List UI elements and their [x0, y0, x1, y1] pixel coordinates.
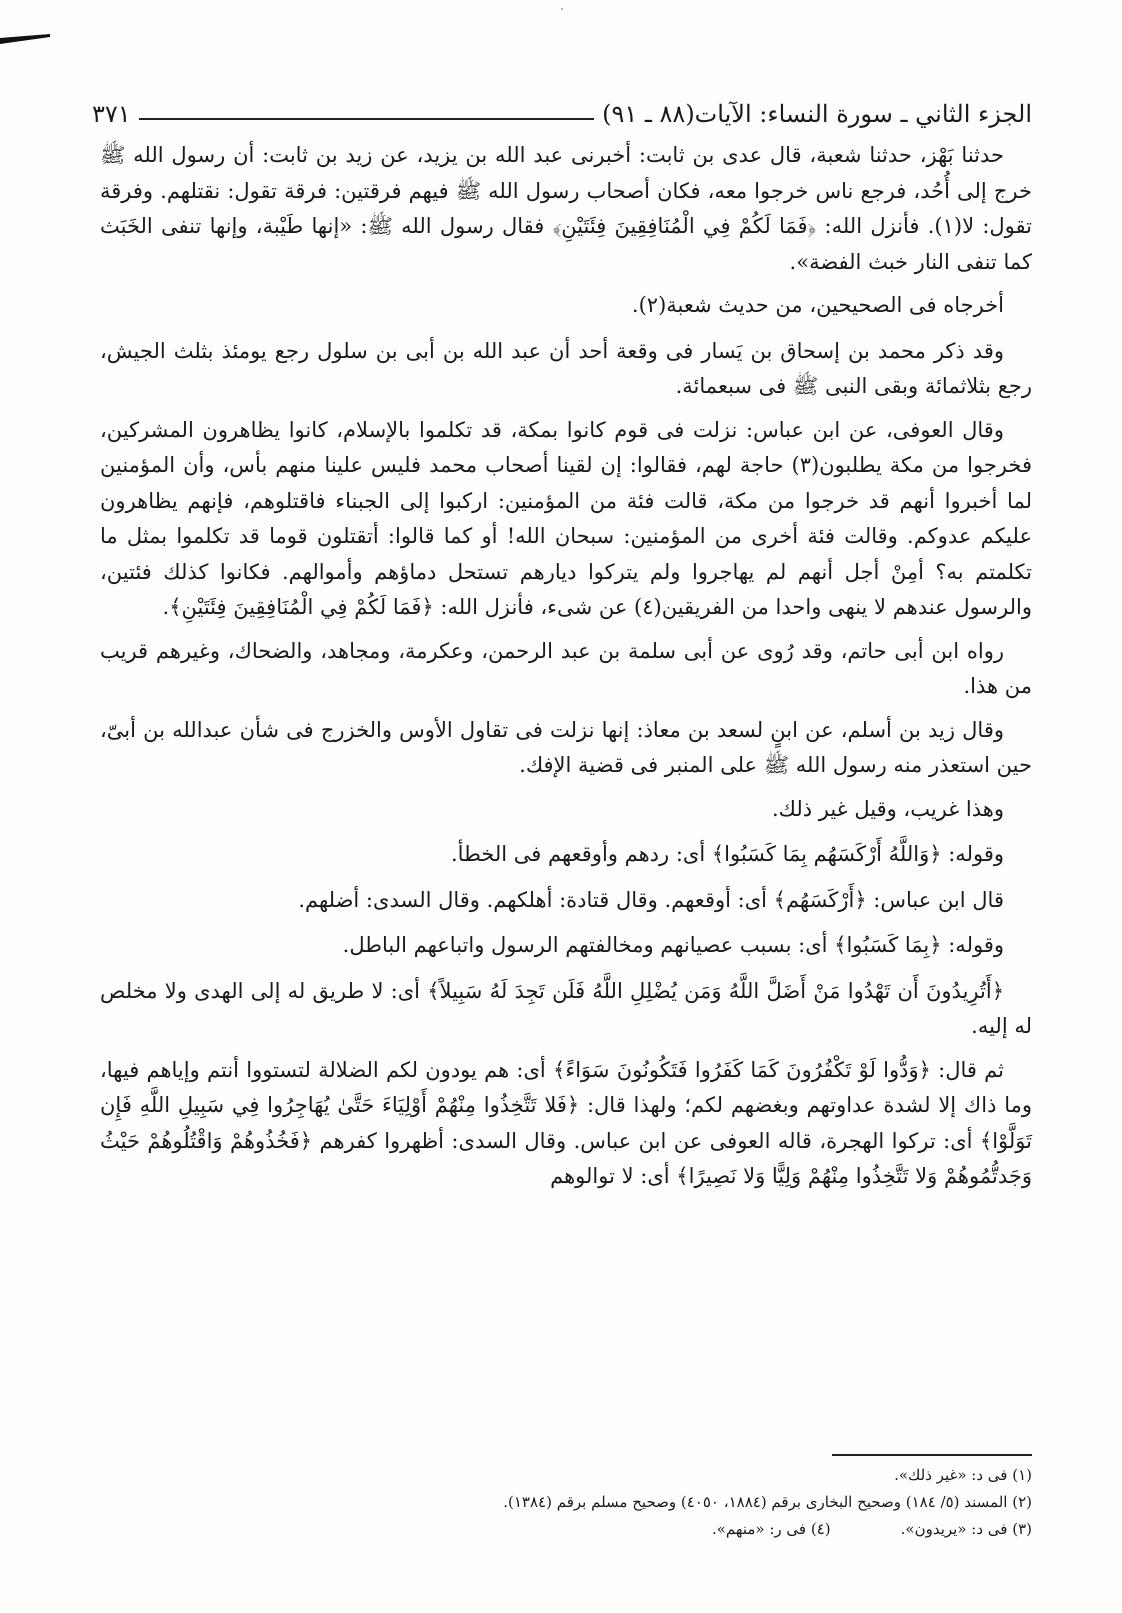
footnote-1: (١) فى د: «غير ذلك».: [894, 1466, 1032, 1484]
footnotes: [100, 1462, 1032, 1543]
running-title: الجزء الثاني ـ سورة النساء: الآيات(٨٨ ـ ٩١): [602, 100, 1032, 128]
footnote-3: (٣) فى د: «يريدون».: [900, 1520, 1032, 1538]
paragraph: وقوله: ﴿بِمَا كَسَبُوا﴾ أى: بسبب عصيانهم ومخالفتهم الرسول واتباعهم الباطل.: [342, 933, 1004, 957]
footnote-row: [100, 1516, 1032, 1543]
footnote-2: (٢) المسند (٥/ ١٨٤) وصحيح البخارى برقم (١٨٨٤، ٤٠٥٠) وصحيح مسلم برقم (١٣٨٤).: [503, 1493, 1032, 1511]
main-text: [100, 138, 1032, 1203]
footnote-4: (٤) فى ر: «منهم».: [711, 1520, 831, 1538]
paragraph: وقال زيد بن أسلم، عن ابنٍ لسعد بن معاذ: إنها نزلت فى تقاول الأوس والخزرج فى شأن عبدالله بن أبىّ، حين استعذر منه رسول الله ﷺ على المنبر فى قضية الإفك.: [100, 717, 1032, 777]
paragraph: وقال العوفى، عن ابن عباس: نزلت فى قوم كانوا بمكة، قد تكلموا بالإسلام، كانوا يظاهرون المشركين، فخرجوا من مكة يطلبون(٣) حاجة لهم، فقالوا: إن لقينا أصحاب محمد فليس علينا منهم بأس، وأن المؤمنين لما أخبروا أنهم قد خرجوا من مكة، قالت فئة من المؤمنين: اركبوا إلى الجبناء فاقتلوهم، فإنهم يظاهرون عليكم عدوكم. وقالت فئة أخرى من المؤمنين: سبحان الله! أو كما قالوا: أتقتلون قوما قد تكلموا بمثل ما تكلمتم به؟ أمِنْ أجل أنهم لم يهاجروا ولم يتركوا ديارهم تستحل دماؤهم وأموالهم. فكانوا كذلك فئتين، والرسول عندهم لا ينهى واحدا من الفريقين(٤) عن شىء، فأنزل الله: ﴿فَمَا لَكُمْ فِي الْمُنَافِقِينَ فِئَتَيْنِ﴾.: [100, 417, 1032, 619]
paragraph: قال ابن عباس: ﴿أَرْكَسَهُم﴾ أى: أوقعهم. وقال قتادة: أهلكهم. وقال السدى: أضلهم.: [298, 887, 1004, 912]
paragraph: حدثنا بَهْز، حدثنا شعبة، قال عدى بن ثابت: أخبرنى عبد الله بن يزيد، عن زيد بن ثابت: أن رسول الله ﷺ خرج إلى أُحُد، فرجع ناس خرجوا معه، فكان أصحاب رسول الله ﷺ فيهم فرقتين: فرقة تقول: نقتلهم. وفرقة تقول: لا(١). فأنزل الله: ﴿فَمَا لَكُمْ فِي الْمُنَافِقِينَ فِئَتَيْنِ﴾ فقال رسول الله ﷺ: «إنها طَيْبة، وإنها تنفى الخَبَث كما تنفى النار خبث الفضة».: [100, 143, 1032, 274]
header-rule: [139, 118, 594, 120]
corner-scan-mark: [0, 34, 50, 44]
scan-speck: [561, 8, 563, 10]
paragraph: ثم قال: ﴿وَدُّوا لَوْ تَكْفُرُونَ كَمَا كَفَرُوا فَتَكُونُونَ سَوَاءً﴾ أى: هم يودون لكم الضلالة لتستووا أنتم وإياهم فيها، وما ذاك إلا لشدة عداوتهم وبغضهم لكم؛ ولهذا قال: ﴿فَلا تَتَّخِذُوا مِنْهُمْ أَوْلِيَاءَ حَتَّىٰ يُهَاجِرُوا فِي سَبِيلِ اللَّهِ فَإِن تَوَلَّوْا﴾ أى: تركوا الهجرة، قاله العوفى عن ابن عباس. وقال السدى: أظهروا كفرهم ﴿فَخُذُوهُمْ وَاقْتُلُوهُمْ حَيْثُ وَجَدتُّمُوهُمْ وَلا تَتَّخِذُوا مِنْهُمْ وَلِيًّا وَلا نَصِيرًا﴾ أى: لا توالوهم: [100, 1057, 1032, 1188]
footnote-separator: [832, 1454, 1032, 1456]
page-number: ٣٧١: [92, 100, 131, 128]
running-header: [92, 88, 1032, 128]
paragraph: وهذا غريب، وقيل غير ذلك.: [771, 796, 1004, 821]
paragraph: وقوله: ﴿وَاللَّهُ أَرْكَسَهُم بِمَا كَسَبُوا﴾ أى: ردهم وأوقعهم فى الخطأ.: [451, 842, 1004, 866]
paragraph: ﴿أَتُرِيدُونَ أَن تَهْدُوا مَنْ أَضَلَّ اللَّهُ وَمَن يُضْلِلِ اللَّهُ فَلَن تَجِدَ لَهُ سَبِيلاً﴾ أى: لا طريق له إلى الهدى ولا مخلص له إليه.: [100, 978, 1032, 1038]
paragraph: أخرجاه فى الصحيحين، من حديث شعبة(٢).: [631, 293, 1004, 317]
paragraph: رواه ابن أبى حاتم، وقد رُوى عن أبى سلمة بن عبد الرحمن، وعكرمة، ومجاهد، والضحاك، وغيرهم قريب من هذا.: [100, 638, 1032, 698]
paragraph: وقد ذكر محمد بن إسحاق بن يَسار فى وقعة أحد أن عبد الله بن أبى بن سلول رجع يومئذ بثلث الجيش، رجع بثلاثمائة وبقى النبى ﷺ فى سبعمائة.: [100, 338, 1032, 398]
